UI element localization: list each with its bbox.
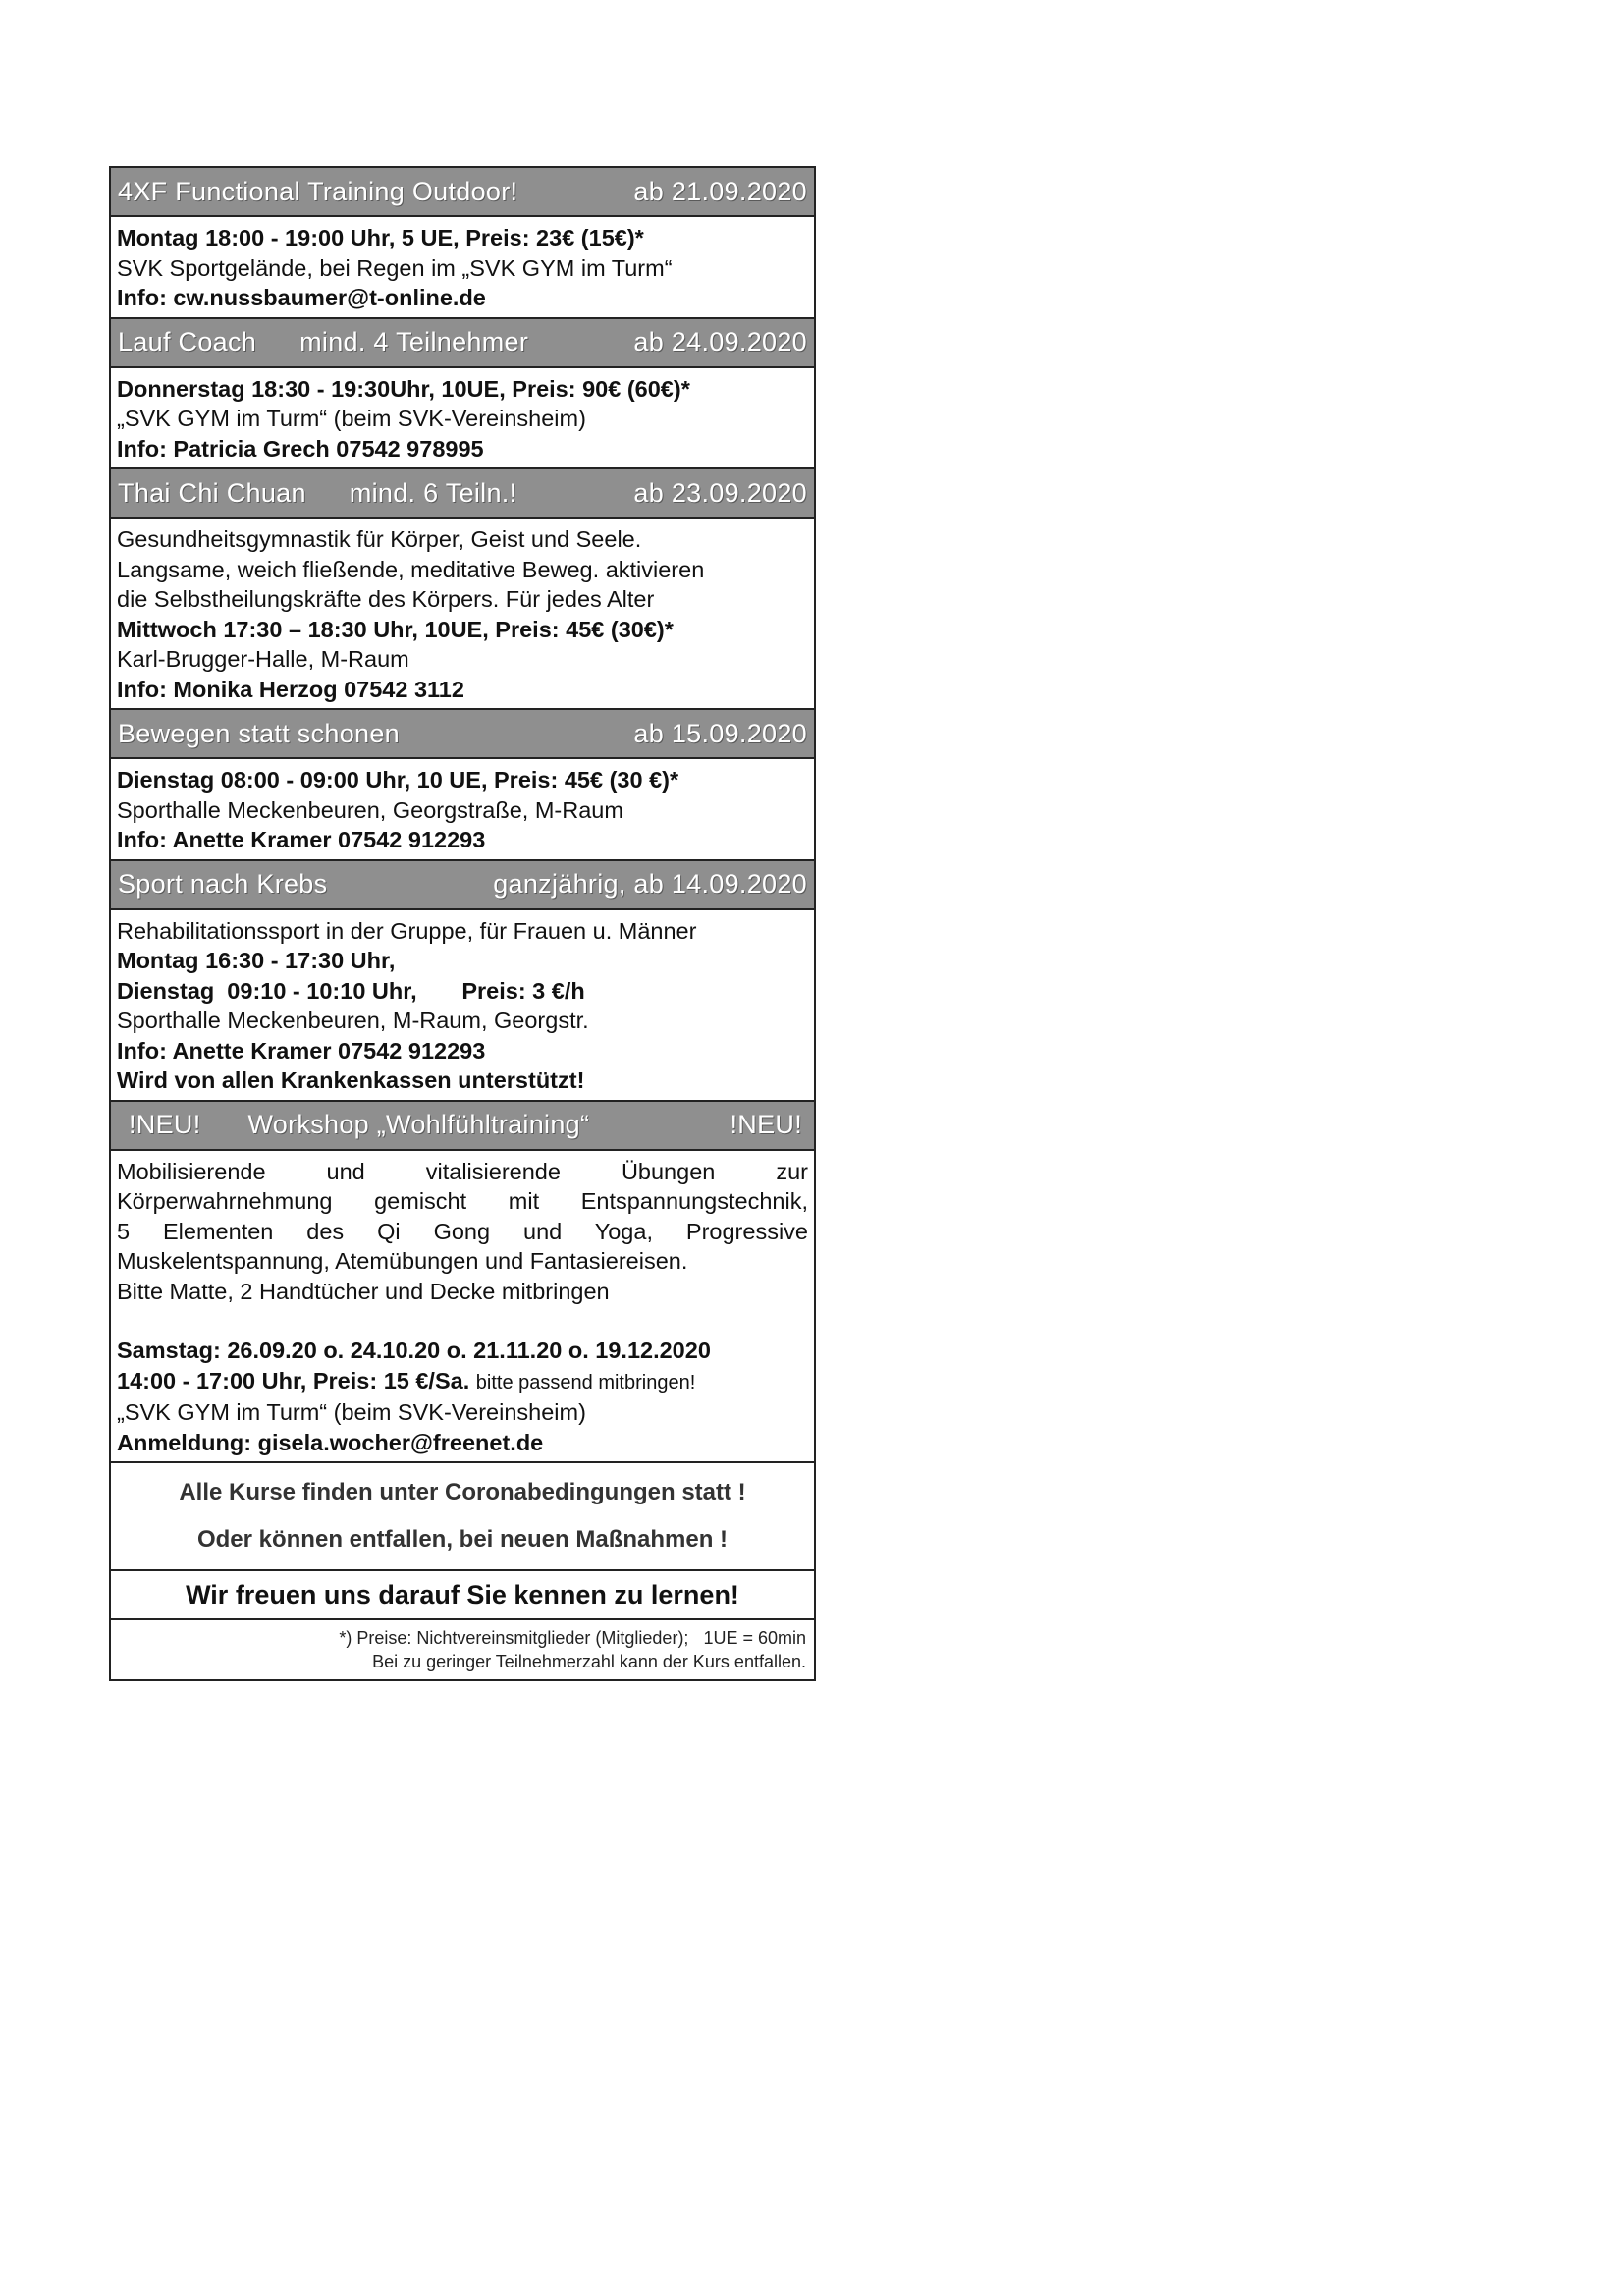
workshop-title: Workshop „Wohlfühltraining“ bbox=[247, 1110, 590, 1139]
course-title: Thai Chi Chuan bbox=[118, 477, 306, 508]
course-start-date: ab 21.09.2020 bbox=[633, 176, 807, 206]
course-location: Sporthalle Meckenbeuren, Georgstraße, M-Raum bbox=[117, 796, 623, 823]
course-location: SVK Sportgelände, bei Regen im „SVK GYM im Turm“ bbox=[117, 254, 673, 281]
corona-notice bbox=[111, 1463, 814, 1571]
course-schedule: Dienstag 09:10 - 10:10 Uhr, Preis: 3 €/h bbox=[117, 977, 585, 1004]
workshop-description: 5 Elementen des Qi Gong und Yoga, Progressive bbox=[117, 1218, 808, 1244]
workshop-description: Muskelentspannung, Atemübungen und Fantasiereisen. bbox=[117, 1248, 688, 1274]
course-schedule: Donnerstag 18:30 - 19:30Uhr, 10UE, Preis: 90€ (60€)* bbox=[117, 375, 690, 402]
course-details-functional-training bbox=[111, 217, 814, 319]
course-start-date: ganzjährig, ab 14.09.2020 bbox=[493, 869, 807, 899]
course-header-bewegen bbox=[111, 710, 814, 759]
course-flyer bbox=[109, 166, 816, 1681]
welcome-message: Wir freuen uns darauf Sie kennen zu lernen! bbox=[111, 1571, 814, 1620]
workshop-time: 14:00 - 17:00 Uhr, Preis: 15 €/Sa. bbox=[117, 1367, 470, 1394]
workshop-registration: Anmeldung: gisela.wocher@freenet.de bbox=[117, 1429, 544, 1455]
workshop-description: Körperwahrnehmung gemischt mit Entspannungstechnik, bbox=[117, 1188, 808, 1214]
footnote-line: Bei zu geringer Teilnehmerzahl kann der Kurs entfallen. bbox=[372, 1652, 806, 1671]
course-min-participants: mind. 6 Teiln.! bbox=[349, 477, 517, 508]
workshop-header bbox=[111, 1102, 814, 1151]
course-info: Info: cw.nussbaumer@t-online.de bbox=[117, 285, 486, 310]
price-footnote bbox=[111, 1620, 814, 1679]
new-badge: !NEU! bbox=[730, 1110, 802, 1139]
course-info: Info: Patricia Grech 07542 978995 bbox=[117, 435, 484, 462]
footnote-line: *) Preise: Nichtvereinsmitglieder (Mitglieder); 1UE = 60min bbox=[339, 1628, 806, 1648]
course-header-lauf-coach bbox=[111, 319, 814, 368]
course-schedule: Mittwoch 17:30 – 18:30 Uhr, 10UE, Preis: 45€ (30€)* bbox=[117, 616, 674, 642]
course-header-functional-training bbox=[111, 168, 814, 217]
course-info: Info: Monika Herzog 07542 3112 bbox=[117, 676, 464, 702]
corona-line: Alle Kurse finden unter Coronabedingungen statt ! bbox=[179, 1479, 746, 1505]
course-details-sport-nach-krebs bbox=[111, 910, 814, 1102]
course-schedule: Montag 16:30 - 17:30 Uhr, bbox=[117, 948, 396, 973]
course-description: Langsame, weich fließende, meditative Beweg. aktivieren bbox=[117, 556, 705, 582]
course-title: 4XF Functional Training Outdoor! bbox=[118, 176, 518, 206]
course-details-thai-chi bbox=[111, 519, 814, 710]
course-start-date: ab 23.09.2020 bbox=[633, 477, 807, 508]
course-header-thai-chi bbox=[111, 469, 814, 519]
course-description: Gesundheitsgymnastik für Körper, Geist und Seele. bbox=[117, 526, 642, 552]
course-description: Rehabilitationssport in der Gruppe, für Frauen u. Männer bbox=[117, 917, 697, 944]
course-details-bewegen bbox=[111, 759, 814, 861]
course-title: Bewegen statt schonen bbox=[118, 718, 400, 748]
course-header-sport-nach-krebs bbox=[111, 861, 814, 910]
workshop-details bbox=[111, 1151, 814, 1464]
course-note: Wird von allen Krankenkassen unterstützt! bbox=[117, 1067, 585, 1093]
course-schedule: Dienstag 08:00 - 09:00 Uhr, 10 UE, Preis: 45€ (30 €)* bbox=[117, 767, 679, 793]
course-location: „SVK GYM im Turm“ (beim SVK-Vereinsheim) bbox=[117, 406, 586, 431]
course-start-date: ab 15.09.2020 bbox=[633, 718, 807, 748]
course-min-participants: mind. 4 Teilnehmer bbox=[299, 327, 529, 356]
workshop-description: Mobilisierende und vitalisierende Übungen zur bbox=[117, 1158, 808, 1184]
course-info: Info: Anette Kramer 07542 912293 bbox=[117, 1037, 486, 1064]
workshop-location: „SVK GYM im Turm“ (beim SVK-Vereinsheim) bbox=[117, 1399, 586, 1425]
course-details-lauf-coach bbox=[111, 368, 814, 470]
course-description: die Selbstheilungskräfte des Körpers. Für jedes Alter bbox=[117, 586, 655, 612]
course-location: Sporthalle Meckenbeuren, M-Raum, Georgstr. bbox=[117, 1008, 589, 1033]
corona-line: Oder können entfallen, bei neuen Maßnahmen ! bbox=[196, 1526, 729, 1553]
course-schedule: Montag 18:00 - 19:00 Uhr, 5 UE, Preis: 23€ (15€)* bbox=[117, 225, 644, 250]
course-location: Karl-Brugger-Halle, M-Raum bbox=[117, 646, 409, 672]
course-info: Info: Anette Kramer 07542 912293 bbox=[117, 827, 486, 852]
workshop-dates: Samstag: 26.09.20 o. 24.10.20 o. 21.11.20 o. 19.12.2020 bbox=[117, 1338, 711, 1363]
new-badge: !NEU! bbox=[129, 1110, 201, 1139]
workshop-description: Bitte Matte, 2 Handtücher und Decke mitbringen bbox=[117, 1278, 610, 1304]
course-start-date: ab 24.09.2020 bbox=[633, 327, 807, 356]
course-title: Sport nach Krebs bbox=[118, 869, 328, 899]
course-title: Lauf Coach bbox=[118, 327, 257, 356]
workshop-time-note: bitte passend mitbringen! bbox=[475, 1371, 696, 1394]
